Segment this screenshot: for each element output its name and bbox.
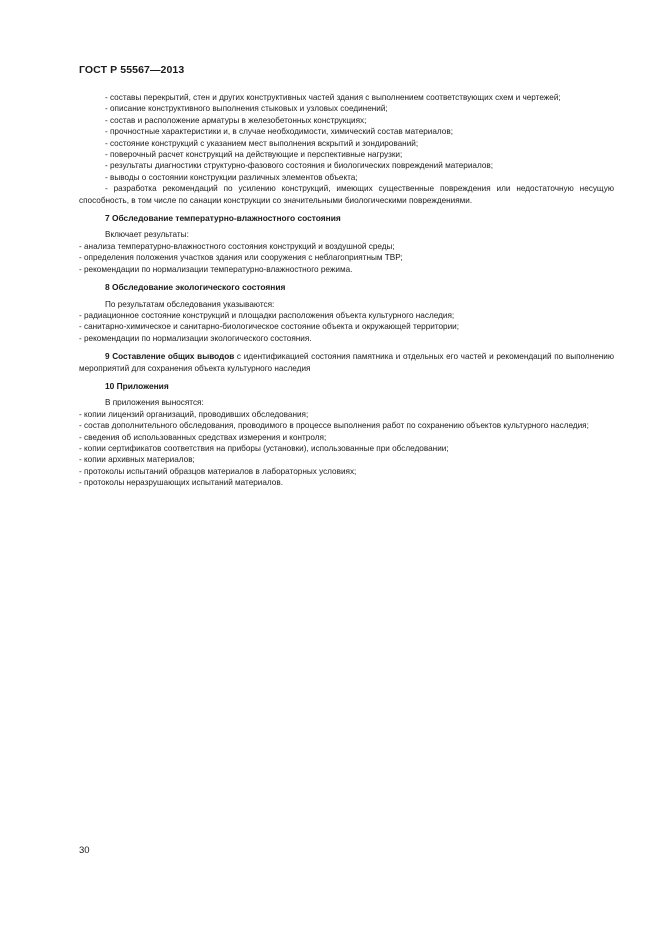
document-id-header: ГОСТ Р 55567—2013 <box>79 64 185 76</box>
list-item: - сведения об использованных средствах измерения и контроля; <box>79 432 327 442</box>
section-10-heading: 10 Приложения <box>105 380 169 391</box>
section-7-heading: 7 Обследование температурно-влажностного состояния <box>105 213 341 224</box>
list-item: - копии сертификатов соответствия на приборы (установки), использованные при обследовании; <box>79 443 449 453</box>
list-item: - определения положения участков здания или сооружения с неблагоприятным ТВР; <box>79 253 403 263</box>
list-item: - состав и расположение арматуры в железобетонных конструкциях; <box>105 115 367 125</box>
list-item: - радиационное состояние конструкций и площадки расположения объекта культурного наследия; <box>79 310 455 320</box>
list-item: - копии лицензий организаций, проводивших обследования; <box>79 409 309 419</box>
section-8-intro: По результатам обследования указываются: <box>105 299 275 309</box>
list-item: - рекомендации по нормализации экологического состояния. <box>79 333 312 343</box>
list-item: - протоколы неразрушающих испытаний материалов. <box>79 478 283 488</box>
list-item: - разработка рекомендаций по усилению конструкций, имеющих существенные повреждения или недостаточную несущую способность, в том числе по санации конструкции со значительными биологическими повреждениями. <box>79 184 614 205</box>
list-item: - рекомендации по нормализации температурно-влажностного режима. <box>79 264 353 274</box>
list-item: - состав дополнительного обследования, проводимого в процессе выполнения работ по сохранению объектов культурного наследия; <box>79 421 589 431</box>
section-8-heading: 8 Обследование экологического состояния <box>105 282 286 293</box>
list-item: - анализа температурно-влажностного состояния конструкций и воздушной среды; <box>79 241 395 251</box>
list-item: - составы перекрытий, стен и других конструктивных частей здания с выполнением соответствующих схем и чертежей; <box>105 93 561 102</box>
section-9-heading: 9 Составление общих выводов <box>105 352 235 362</box>
page-content <box>79 92 614 489</box>
list-item: - санитарно-химическое и санитарно-биологическое состояние объекта и окружающей территории; <box>79 322 460 332</box>
list-top <box>79 92 614 206</box>
section-9-paragraph <box>79 351 614 374</box>
page-number: 30 <box>79 845 90 856</box>
list-item: - поверочный расчет конструкций на действующие и перспективные нагрузки; <box>105 150 403 160</box>
list-item: - состояние конструкций с указанием мест выполнения вскрытий и зондирований; <box>105 138 419 148</box>
section-7-intro: Включает результаты: <box>105 230 189 240</box>
list-item: - описание конструктивного выполнения стыковых и узловых соединений; <box>105 104 388 114</box>
list-item: - прочностные характеристики и, в случае необходимости, химический состав материалов; <box>105 127 453 137</box>
section-9-text: с идентификацией состояния памятника и отдельных его частей и рекомендаций по выполнению мероприятий для сохранения объекта культурного наследия <box>79 352 614 373</box>
list-item: - протоколы испытаний образцов материалов в лабораторных условиях; <box>79 466 357 476</box>
list-item: - копии архивных материалов; <box>79 455 195 465</box>
list-item: - выводы о состоянии конструкции различных элементов объекта; <box>105 172 358 182</box>
section-10-intro: В приложения выносятся: <box>105 398 204 408</box>
list-item: - результаты диагностики структурно-фазового состояния и биологических повреждений материалов; <box>105 161 494 171</box>
